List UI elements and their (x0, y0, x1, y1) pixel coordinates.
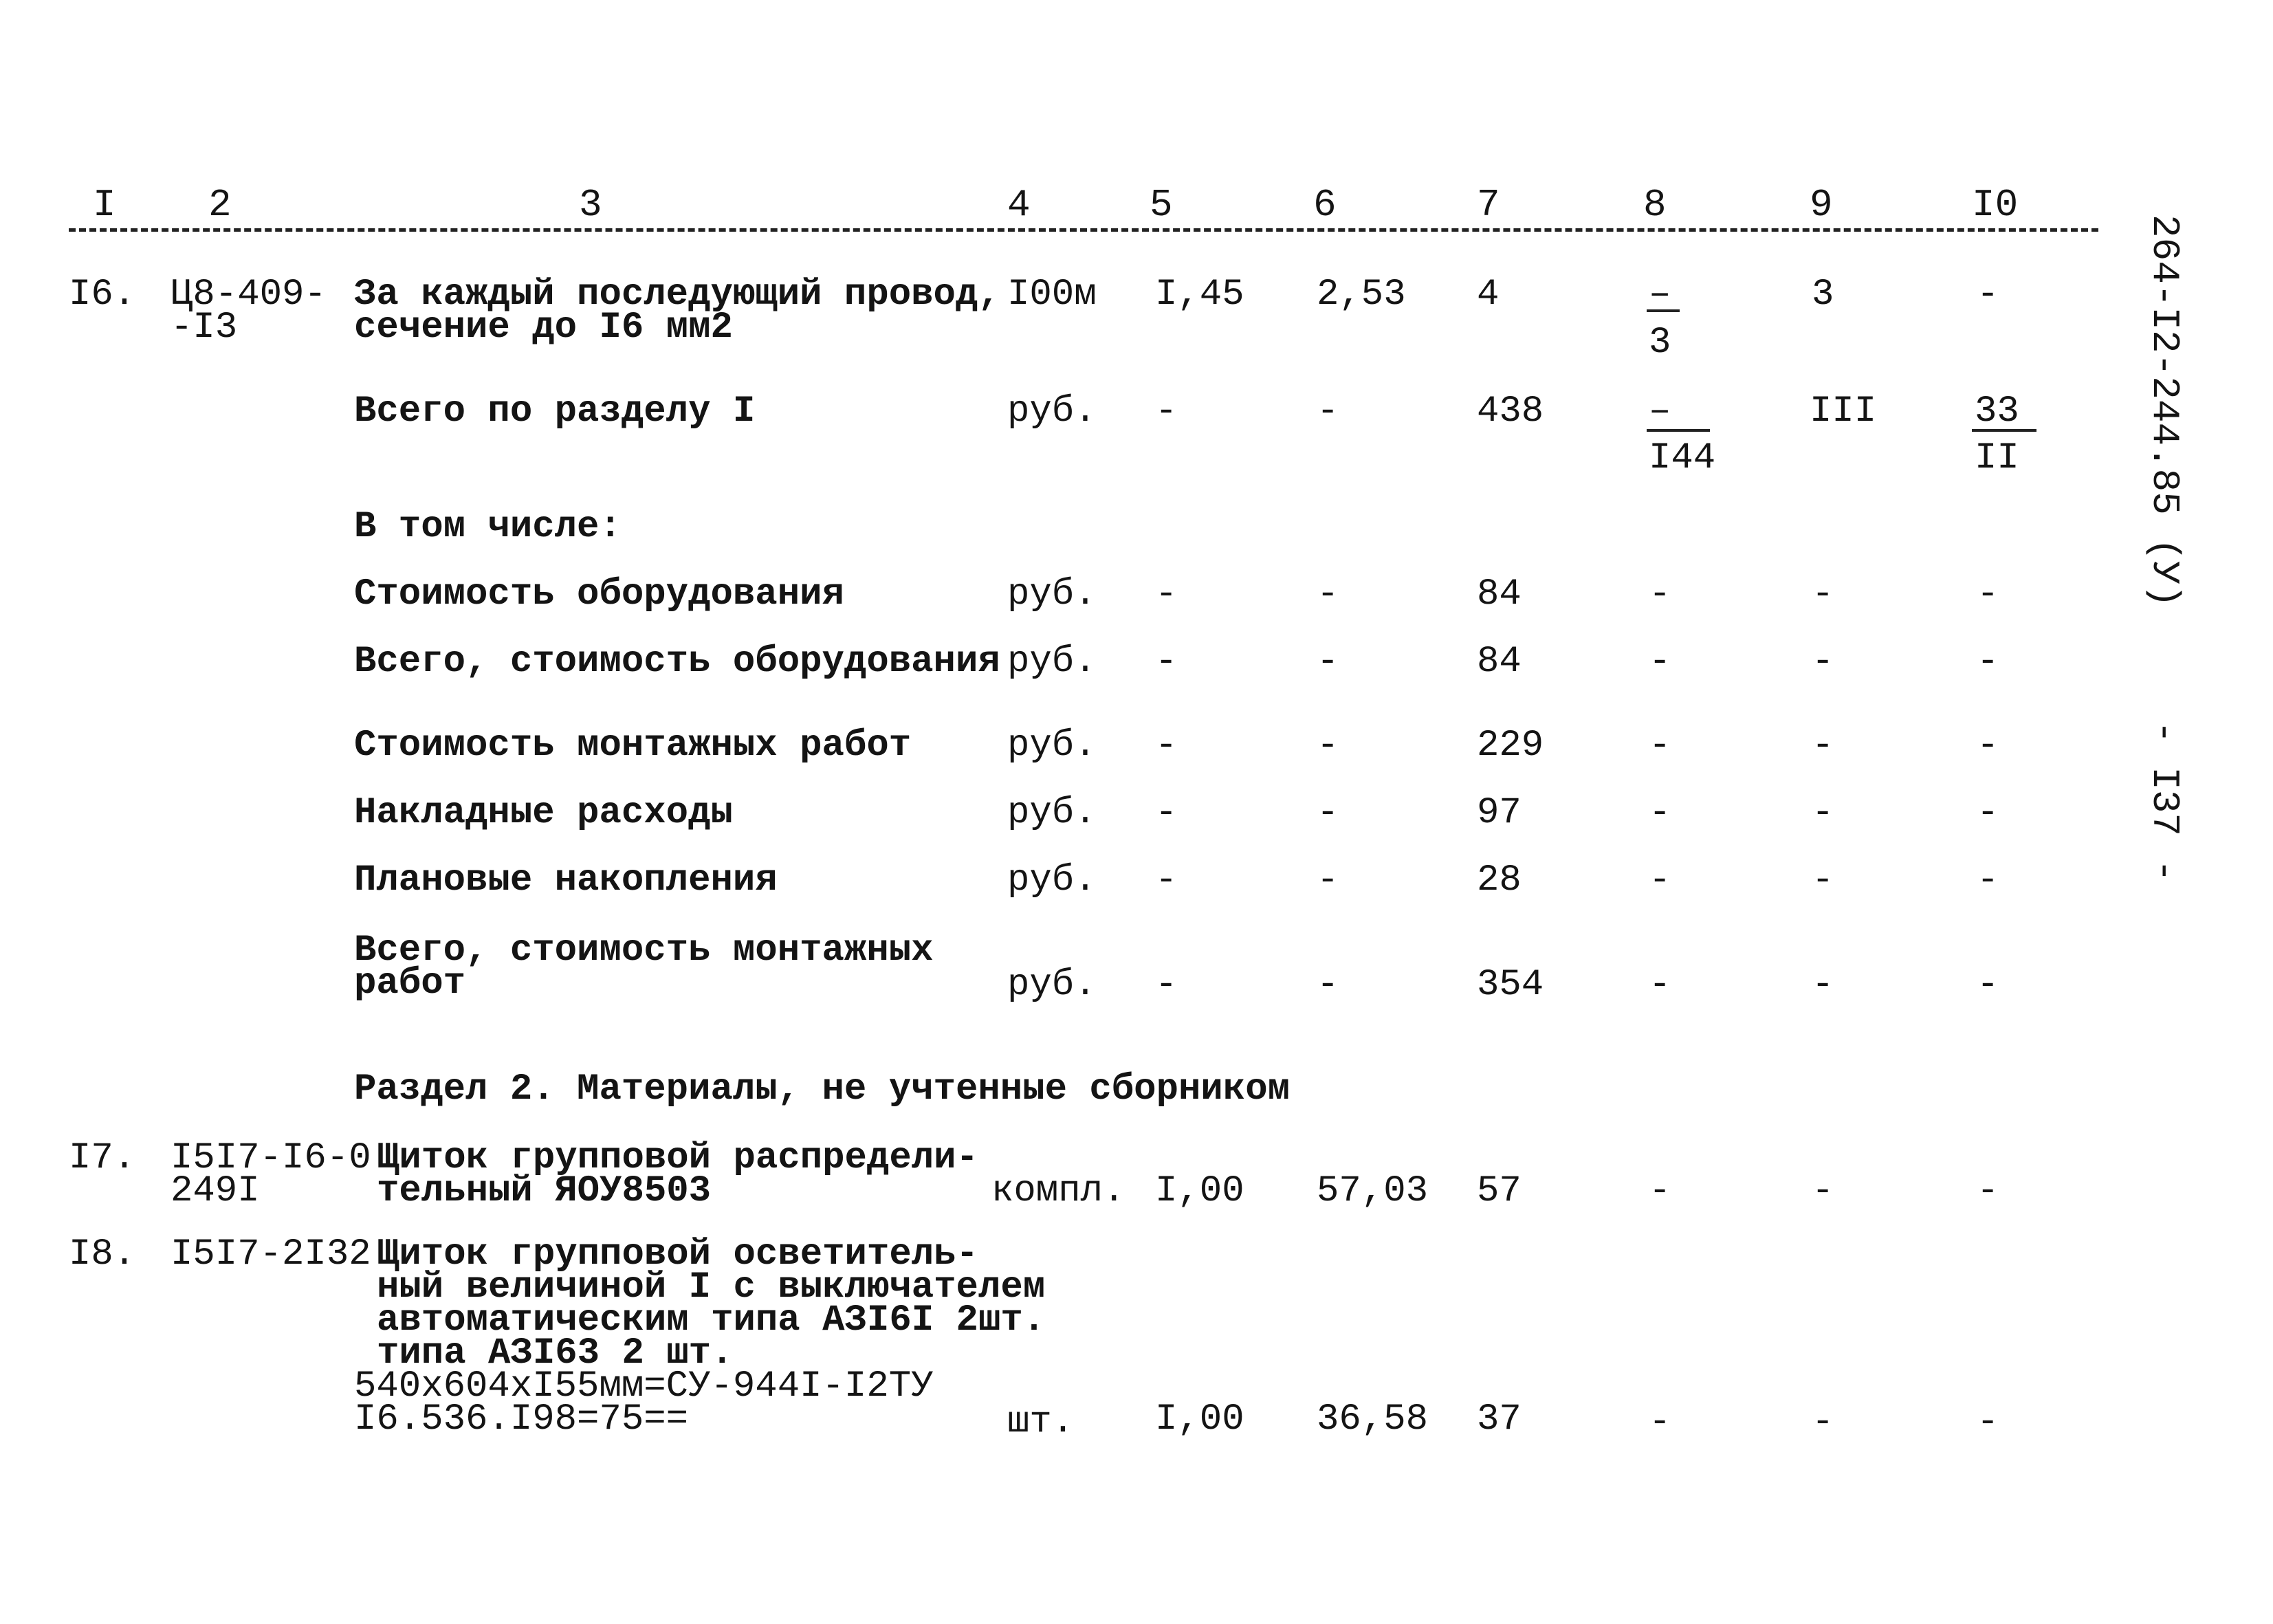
col-header-3: 3 (579, 183, 602, 227)
col9-cell: - (1812, 859, 1834, 901)
col10-numerator: 33 (1975, 391, 2019, 432)
col5-cell: - (1155, 792, 1178, 834)
col7-cell: 354 (1477, 964, 1544, 1006)
col9-cell: - (1812, 1170, 1834, 1212)
unit-cell: руб. (1007, 573, 1097, 615)
item-name: ный величиной I с выключателем (377, 1266, 1046, 1308)
item-spec: I6.536.I98=75== (354, 1398, 689, 1440)
side-document-code: 264-I2-244.85 (У) (2142, 215, 2186, 608)
row-number: I8. (69, 1233, 136, 1275)
item-name: В том числе: (354, 506, 622, 548)
col5-cell: - (1155, 859, 1178, 901)
col-header-10: I0 (1972, 183, 2019, 227)
col6-cell: 36,58 (1317, 1398, 1429, 1440)
col10-cell: - (1977, 964, 1999, 1006)
item-name: тельный ЯОУ8503 (377, 1170, 712, 1212)
item-code: I5I7-2I32 (171, 1233, 371, 1275)
col6-cell: - (1317, 859, 1339, 901)
col10-cell: - (1977, 1170, 1999, 1212)
unit-cell: руб. (1007, 964, 1097, 1006)
col9-cell: - (1812, 725, 1834, 767)
col7-cell: 84 (1477, 641, 1522, 683)
col5-cell: - (1155, 573, 1178, 615)
col6-cell: - (1317, 391, 1339, 432)
item-code: I5I7-I6-0 (171, 1137, 371, 1179)
col8-fraction-bar (1647, 309, 1680, 312)
unit-cell: компл. (991, 1170, 1125, 1212)
section-title: Раздел 2. Материалы, не учтенные сборником (354, 1068, 1291, 1110)
item-code: Ц8-409- (171, 274, 327, 316)
col5-cell: I,45 (1155, 274, 1244, 316)
unit-cell: шт. (1007, 1401, 1075, 1443)
col-header-2: 2 (208, 183, 232, 227)
col-header-4: 4 (1007, 183, 1031, 227)
col6-cell: - (1317, 573, 1339, 615)
item-code: -I3 (171, 307, 238, 349)
col-header-1: I (93, 183, 116, 227)
col10-cell: - (1977, 859, 1999, 901)
col5-cell: - (1155, 964, 1178, 1006)
col-header-8: 8 (1643, 183, 1667, 227)
col10-cell: - (1977, 792, 1999, 834)
unit-cell: руб. (1007, 792, 1097, 834)
col5-cell: I,00 (1155, 1170, 1244, 1212)
col8-cell: - (1649, 725, 1671, 767)
col6-cell: 2,53 (1317, 274, 1406, 316)
unit-cell: руб. (1007, 859, 1097, 901)
item-name: работ (354, 963, 466, 1005)
col8-cell: - (1649, 859, 1671, 901)
unit-cell: руб. (1007, 391, 1097, 432)
row-number: I6. (69, 274, 136, 316)
col5-cell: - (1155, 725, 1178, 767)
col6-cell: - (1317, 641, 1339, 683)
col6-cell: - (1317, 725, 1339, 767)
item-name: Накладные расходы (354, 792, 733, 834)
side-page-number: - I37 - (2142, 721, 2186, 883)
col9-cell: - (1812, 573, 1834, 615)
col5-cell: - (1155, 391, 1178, 432)
col9-cell: - (1812, 641, 1834, 683)
col-header-6: 6 (1313, 183, 1337, 227)
row-number: I7. (69, 1137, 136, 1179)
col5-cell: I,00 (1155, 1398, 1244, 1440)
col10-cell: - (1977, 641, 1999, 683)
col7-cell: 97 (1477, 792, 1522, 834)
col9-cell: III (1810, 391, 1877, 432)
header-rule (69, 228, 2098, 232)
item-name: Плановые накопления (354, 859, 778, 901)
col7-cell: 84 (1477, 573, 1522, 615)
col9-cell: - (1812, 964, 1834, 1006)
col5-cell: - (1155, 641, 1178, 683)
col9-cell: - (1812, 1401, 1834, 1443)
col7-cell: 4 (1477, 274, 1500, 316)
item-name: Всего, стоимость оборудования (354, 641, 1000, 683)
col8-cell: - (1649, 1401, 1671, 1443)
col8-cell: - (1649, 641, 1671, 683)
col8-cell: - (1649, 964, 1671, 1006)
item-name: За каждый последующий провод, (354, 274, 1000, 316)
col8-denominator: I44 (1649, 437, 1716, 479)
item-name: сечение до I6 мм2 (354, 307, 733, 349)
col8-numerator: – (1649, 274, 1671, 316)
item-code: 249I (171, 1170, 260, 1212)
item-name: Щиток групповой осветитель- (377, 1233, 978, 1275)
col6-cell: - (1317, 792, 1339, 834)
col8-cell: - (1649, 573, 1671, 615)
item-name: Всего по разделу I (354, 391, 756, 432)
unit-cell: руб. (1007, 725, 1097, 767)
col8-denominator: 3 (1649, 322, 1671, 364)
item-name: Всего, стоимость монтажных (354, 930, 934, 972)
item-name: Щиток групповой распредели- (377, 1137, 978, 1179)
col10-cell: - (1977, 573, 1999, 615)
unit-cell: I00м (1007, 274, 1097, 316)
col10-cell: - (1977, 725, 1999, 767)
col8-cell: - (1649, 1170, 1671, 1212)
col-header-5: 5 (1150, 183, 1173, 227)
col10-cell: - (1977, 274, 1999, 316)
col7-cell: 438 (1477, 391, 1544, 432)
col8-numerator: – (1649, 391, 1671, 432)
item-name: Стоимость монтажных работ (354, 725, 912, 767)
col6-cell: 57,03 (1317, 1170, 1429, 1212)
item-name: типа АЗI63 2 шт. (377, 1332, 734, 1374)
item-spec: 540х604хI55мм=СУ-944I-I2ТУ (354, 1365, 934, 1407)
col10-fraction-bar (1972, 429, 2036, 432)
col8-cell: - (1649, 792, 1671, 834)
col9-cell: 3 (1812, 274, 1834, 316)
col6-cell: - (1317, 964, 1339, 1006)
col7-cell: 57 (1477, 1170, 1522, 1212)
item-name: автоматическим типа АЗI6I 2шт. (377, 1299, 1046, 1341)
col8-fraction-bar (1647, 429, 1710, 432)
col7-cell: 37 (1477, 1398, 1522, 1440)
col7-cell: 229 (1477, 725, 1544, 767)
col-header-9: 9 (1810, 183, 1833, 227)
col10-denominator: II (1975, 437, 2019, 479)
item-name: Стоимость оборудования (354, 573, 844, 615)
col10-cell: - (1977, 1401, 1999, 1443)
col9-cell: - (1812, 792, 1834, 834)
col7-cell: 28 (1477, 859, 1522, 901)
col-header-7: 7 (1477, 183, 1500, 227)
unit-cell: руб. (1007, 641, 1097, 683)
